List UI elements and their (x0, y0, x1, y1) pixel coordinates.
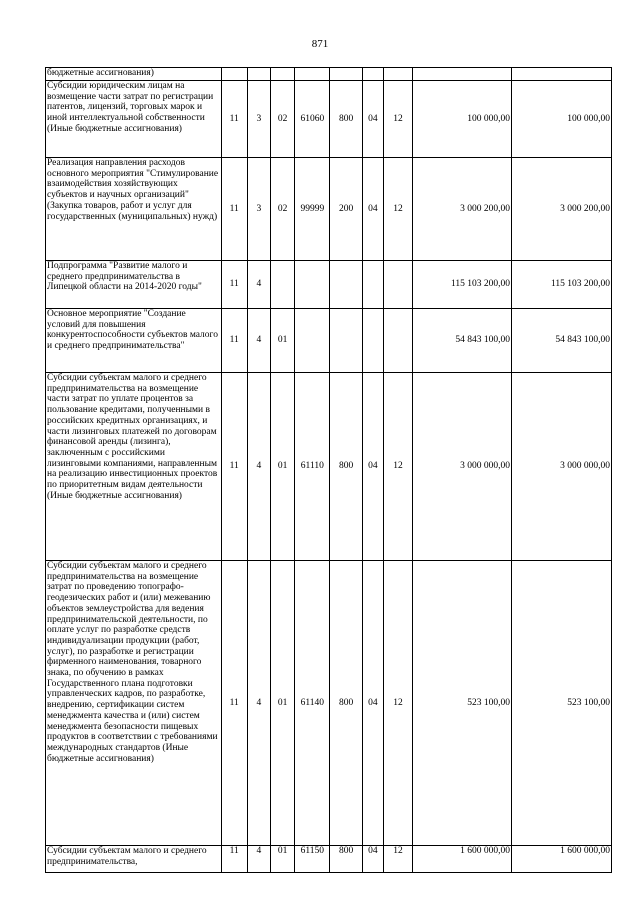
table-row (46, 309, 612, 373)
amount-cell (512, 68, 612, 81)
table-row (46, 561, 612, 846)
code-cell: 3 (247, 158, 270, 261)
code-cell: 12 (383, 846, 412, 873)
code-cell: 61150 (295, 846, 330, 873)
table-row (46, 81, 612, 158)
code-cell (221, 68, 247, 81)
code-cell: 01 (270, 309, 294, 373)
code-cell: 01 (270, 846, 294, 873)
amount-cell: 3 000 000,00 (512, 373, 612, 561)
code-cell: 04 (362, 846, 383, 873)
code-cell: 01 (270, 373, 294, 561)
code-cell: 3 (247, 81, 270, 158)
code-cell: 800 (330, 81, 362, 158)
amount-cell: 54 843 100,00 (413, 309, 512, 373)
code-cell: 4 (247, 261, 270, 309)
amount-cell (413, 68, 512, 81)
budget-table (45, 67, 612, 873)
amount-cell: 100 000,00 (512, 81, 612, 158)
code-cell: 4 (247, 373, 270, 561)
code-cell: 04 (362, 81, 383, 158)
code-cell (362, 68, 383, 81)
amount-cell: 1 600 000,00 (512, 846, 612, 873)
code-cell (330, 309, 362, 373)
code-cell: 11 (221, 158, 247, 261)
table-row (46, 373, 612, 561)
code-cell: 4 (247, 561, 270, 846)
code-cell: 11 (221, 81, 247, 158)
amount-cell: 523 100,00 (413, 561, 512, 846)
code-cell: 11 (221, 309, 247, 373)
table-row (46, 261, 612, 309)
code-cell (383, 261, 412, 309)
code-cell (362, 261, 383, 309)
page-number: 871 (311, 38, 329, 50)
code-cell (330, 68, 362, 81)
code-cell: 200 (330, 158, 362, 261)
code-cell (295, 68, 330, 81)
amount-cell: 115 103 200,00 (512, 261, 612, 309)
amount-cell: 3 000 200,00 (413, 158, 512, 261)
code-cell: 11 (221, 373, 247, 561)
code-cell (383, 309, 412, 373)
code-cell: 61110 (295, 373, 330, 561)
amount-cell: 100 000,00 (413, 81, 512, 158)
table-row (46, 68, 612, 81)
row-name: Субсидии юридическим лицам на возмещение части затрат по регистрации патентов, лицензий, торговых марок и иной интеллектуальной собственности (Иные бюджетные ассигнования) (46, 81, 222, 158)
code-cell: 04 (362, 561, 383, 846)
code-cell (295, 261, 330, 309)
code-cell: 99999 (295, 158, 330, 261)
table-row (46, 846, 612, 873)
code-cell: 4 (247, 846, 270, 873)
code-cell: 02 (270, 81, 294, 158)
code-cell: 4 (247, 309, 270, 373)
code-cell: 02 (270, 158, 294, 261)
amount-cell: 1 600 000,00 (413, 846, 512, 873)
table-row (46, 158, 612, 261)
code-cell: 11 (221, 561, 247, 846)
code-cell (295, 309, 330, 373)
code-cell: 12 (383, 81, 412, 158)
code-cell: 800 (330, 846, 362, 873)
code-cell: 12 (383, 373, 412, 561)
code-cell: 800 (330, 373, 362, 561)
amount-cell: 523 100,00 (512, 561, 612, 846)
code-cell: 61060 (295, 81, 330, 158)
code-cell (362, 309, 383, 373)
row-name: бюджетные ассигнования) (46, 68, 222, 81)
row-name: Основное мероприятие "Создание условий для повышения конкурентоспособности субъектов малого и среднего предпринимательства" (46, 309, 222, 373)
amount-cell: 3 000 200,00 (512, 158, 612, 261)
row-name: Субсидии субъектам малого и среднего предпринимательства на возмещение части затрат по уплате процентов за пользование кредитами, полученными в российских кредитных организациях, и части лизинговых платежей по договорам финансовой аренды (лизинга), заключенным с российскими лизинговыми компаниями, направленным на реализацию инвестиционных проектов по приоритетным видам деятельности (Иные бюджетные ассигнования) (46, 373, 222, 561)
code-cell (383, 68, 412, 81)
amount-cell: 115 103 200,00 (413, 261, 512, 309)
code-cell (247, 68, 270, 81)
row-name: Субсидии субъектам малого и среднего предпринимательства, (46, 846, 222, 873)
code-cell: 01 (270, 561, 294, 846)
code-cell: 04 (362, 158, 383, 261)
code-cell: 800 (330, 561, 362, 846)
code-cell (270, 68, 294, 81)
row-name: Реализация направления расходов основного мероприятия "Стимулирование взаимодействия хозяйствующих субъектов и научных организаций" (Закупка товаров, работ и услуг для государственных (муниципальных) нужд) (46, 158, 222, 261)
code-cell: 61140 (295, 561, 330, 846)
amount-cell: 3 000 000,00 (413, 373, 512, 561)
row-name: Субсидии субъектам малого и среднего предпринимательства на возмещение затрат по проведению топографо-геодезических работ и (или) межеванию объектов землеустройства для ведения предпринимательской деятельности, по оплате услуг по разработке средств индивидуализации продукции (работ, услуг), по разработке и регистрации фирменного наименования, товарного знака, по обучению в рамках Государственного плана подготовки управленческих кадров, по разработке, внедрению, сертификации систем менеджмента качества и (или) систем менеджмента безопасности пищевых продуктов в соответствии с требованиями международных стандартов (Иные бюджетные ассигнования) (46, 561, 222, 846)
code-cell: 12 (383, 158, 412, 261)
code-cell: 11 (221, 261, 247, 309)
code-cell (330, 261, 362, 309)
code-cell: 12 (383, 561, 412, 846)
code-cell: 04 (362, 373, 383, 561)
code-cell (270, 261, 294, 309)
code-cell: 11 (221, 846, 247, 873)
amount-cell: 54 843 100,00 (512, 309, 612, 373)
row-name: Подпрограмма "Развитие малого и среднего предпринимательства в Липецкой области на 2014-2020 годы" (46, 261, 222, 309)
